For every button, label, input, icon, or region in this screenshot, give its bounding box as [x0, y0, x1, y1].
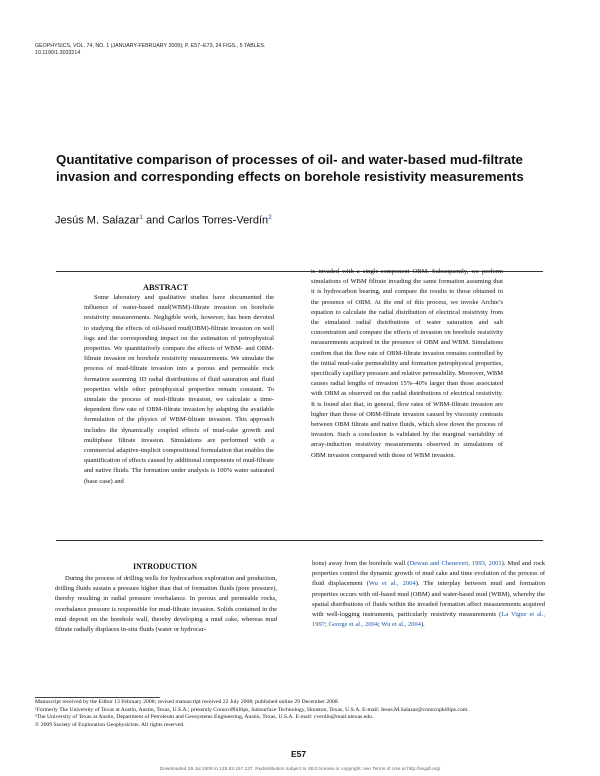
footnote-rule: [35, 697, 160, 698]
footnote-affiliation-1: ¹Formerly The University of Texas at Austin, Austin, Texas, U.S.A.; presently ConocoPhillips, Subsurface Technology, Houston, Texas, U.S.A. E-mail: Jesus.M.Salazar@conocophillips.com.: [35, 706, 469, 713]
intro-text-c: ). The interplay between mud and formation properties occurs with oil-based mud (OBM) and water-based mud (WBM), whereby the spatial distributions of fluids within the invaded formation affect measurements acquired with well-logging instruments, particularly resistivity measurements (: [312, 580, 546, 619]
introduction-text-left: During the process of drilling wells for hydrocarbon exploration and production, drilling fluids sustain a pressure higher than that of formation fluids (pore pressure), thereby resulting in radial pressure overbalance. In porous and permeable rocks, overbalance pressure is responsible for mud-filtrate invasion. Solids contained in the mud deposit on the borehole wall, thereby developing a mud cake, whereas mud filtrate radially displaces in-situ fluids (water or hydrocar-: [55, 575, 277, 634]
page-number: E57: [291, 749, 307, 759]
introduction-heading: INTRODUCTION: [133, 562, 198, 571]
abstract-text-right: is invaded with a single-component OBM. Subsequently, we perform simulations of WBM filtrate invading the same formation assuming that it is hydrocarbon bearing, and compare the results to those obtained in the presence of OBM. At the end of this process, we invoke Archie’s equation to calculate the radial distribution of electrical resistivity from the simulated radial distributions of water saturation and salt concentration and compare the effects of invasion on borehole resistivity measurements acquired in the presence of OBM and WBM. Simulations confirm that the flow rate of OBM-filtrate invasion remains controlled by the initial mud-cake permeability and formation petrophysical properties, specifically capillary pressure and relative permeability. Moreover, WBM causes radial lengths of invasion 15%–40% larger than those associated with OBM as observed on the radial distributions of electrical resistivity. It is found also that, in general, flow rates of WBM-filtrate invasion are higher than those of OBM-filtrate invasion caused by viscosity contrasts between OBM filtrate and native fluids, which slow down the process of invasion. Such a conclusion is validated by the marginal variability of array-induction resistivity measurements observed in simulations of OBM invasion compared with those of WBM invasion.: [311, 268, 503, 459]
journal-citation: GEOPHYSICS, VOL. 74, NO. 1 (JANUARY-FEBRUARY 2009); P. E57–E73, 24 FIGS., 5 TABLES.: [35, 43, 266, 49]
download-notice: Downloaded 29 Jul 2009 to 128.83.157.137. Redistribution subject to SEG license or copyright; see Terms of Use at http://segdl.org/: [159, 767, 441, 772]
footnotes: [35, 699, 555, 729]
author-line: [55, 214, 272, 227]
citation-link[interactable]: Wu et al., 2004: [368, 580, 416, 588]
author-1: Jesús M. Salazar: [55, 214, 140, 227]
citation-separator: ;: [325, 621, 329, 629]
abstract-left-column: [84, 293, 274, 487]
footnote-manuscript: Manuscript received by the Editor 13 February 2008; revised manuscript received 22 July 2008; published online 29 December 2008.: [35, 699, 340, 705]
paper-title: Quantitative comparison of processes of oil- and water-based mud-filtrate invasion and corresponding effects on borehole resistivity measurements: [56, 152, 524, 184]
introduction-left-column: [55, 574, 277, 635]
citation-separator: ;: [377, 621, 382, 629]
citation-link[interactable]: Wu et al., 2004: [381, 621, 421, 629]
author-1-affiliation-mark[interactable]: 1: [139, 214, 143, 221]
citation-link[interactable]: Dewan and Chenevert, 1993, 2001: [409, 560, 502, 567]
intro-text-b: ). Mud and rock properties control the dynamic growth of mud cake and time evolution of the process of fluid displacement (: [312, 560, 545, 588]
citation-link[interactable]: George et al., 2004: [328, 621, 378, 629]
abstract-heading: ABSTRACT: [143, 283, 189, 292]
intro-text-a: bons) away from the borehole wall (: [312, 560, 410, 567]
abstract-text-left: Some laboratory and qualitative studies have documented the influence of water-based mud(WBM)-filtrate invasion on borehole resistivity measurements. Negligible work, however, has been devoted to studying the effects of oil-based mud(OBM)-filtrate invasion on well logs and the corresponding impact on the estimation of petrophysical properties. We quantitatively compare the effects of WBM- and OBM-filtrate invasion on borehole resistivity measurements. We simulate the process of mud-filtrate invasion into a porous and permeable rock formation assuming 1D radial distributions of fluid saturation and fluid properties while other petrophysical properties remain constant. To simulate the process of mud-filtrate invasion, we calculate a time-dependent flow rate of OBM-filtrate invasion by adapting the available formulation of the physics of WBM-filtrate invasion. This approach includes the dynamically coupled effects of mud-cake growth and multiphase filtrate invasion. Simulations are performed with a commercial adaptive-implicit compositional formulation that enables the quantification of effects caused by additional components of mud-filtrate and native fluids. The formation under analysis is 100% water saturated (base case) and: [84, 294, 274, 485]
journal-header: [35, 43, 335, 56]
footnote-copyright: © 2009 Society of Exploration Geophysicists. All rights reserved.: [35, 721, 185, 728]
introduction-right-column: [312, 559, 545, 630]
doi: 10.1190/1.3033214: [35, 49, 81, 56]
intro-text-d: ).: [420, 621, 425, 629]
footnote-affiliation-2: ²The University of Texas at Austin, Department of Petroleum and Geosystems Engineering, Austin, Texas, U.S.A. E-mail: cverdin@mail.utexas.edu.: [35, 714, 374, 721]
citation-link[interactable]: La Vigne et al., 1997: [312, 611, 545, 629]
introduction-text-right: [312, 559, 545, 630]
author-2: Carlos Torres-Verdín: [167, 214, 269, 227]
abstract-right-column: [311, 267, 503, 461]
author-2-affiliation-mark[interactable]: 2: [268, 214, 272, 221]
author-connector: and: [143, 214, 168, 227]
